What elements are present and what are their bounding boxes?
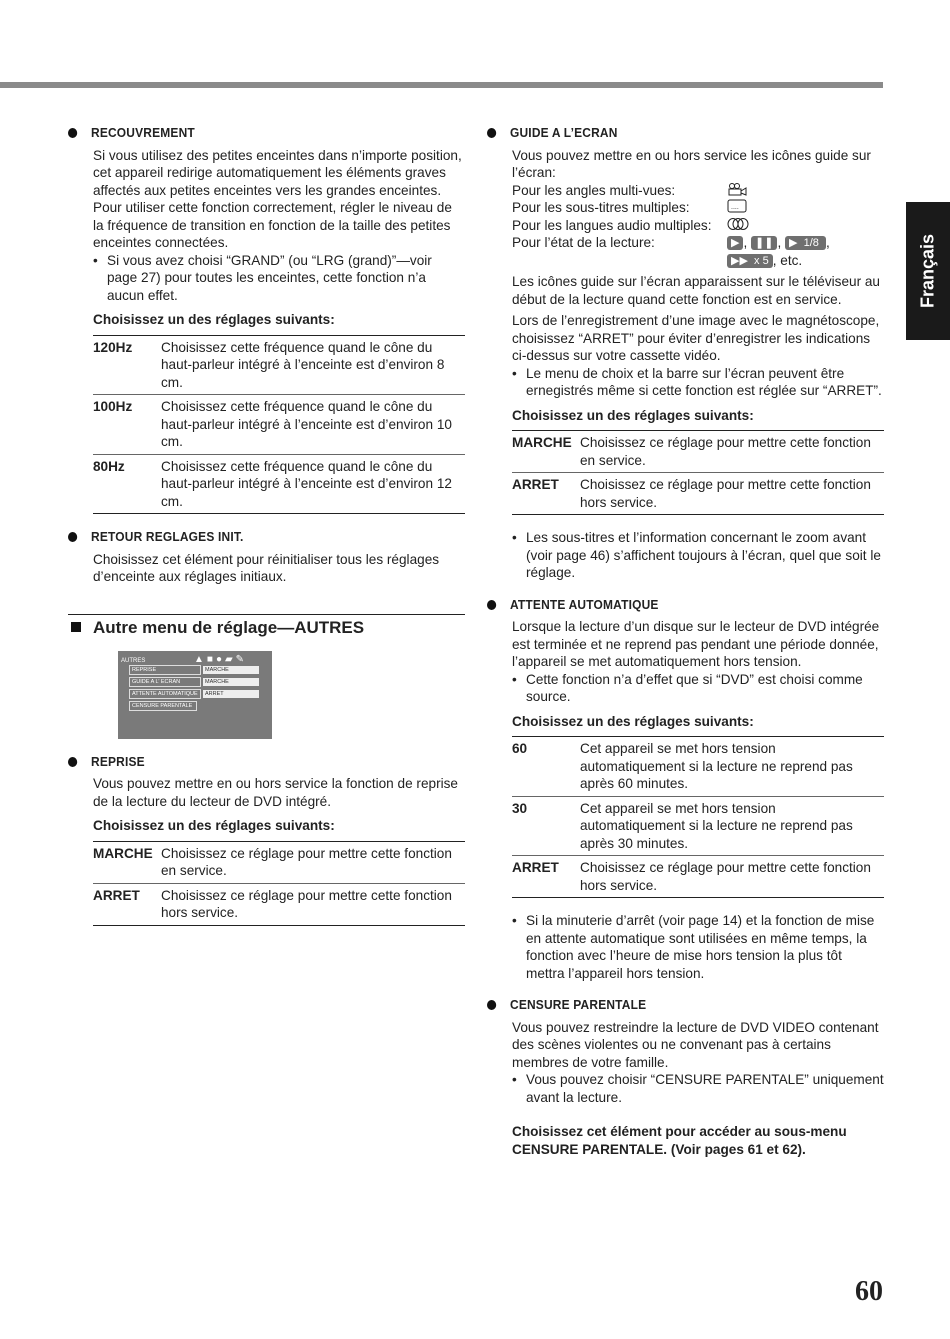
paragraph: Vous pouvez mettre en ou hors service la fonction de reprise de la lecture du lecteur de DVD intégré. <box>93 776 458 809</box>
section-heading-censure: CENSURE PARENTALE <box>487 996 852 1014</box>
paragraph: Choisissez cet élément pour réinitialiser tous les réglages d’enceinte aux réglages initiaux. <box>93 551 440 584</box>
table-row: ARRET Choisissez ce réglage pour mettre cette fonction hors service. <box>512 856 884 898</box>
choose-label: Choisissez un des réglages suivants: <box>512 713 754 729</box>
section-heading-retour: RETOUR REGLAGES INIT. <box>68 528 433 546</box>
choose-label: Choisissez un des réglages suivants: <box>93 312 335 327</box>
guide-row: ▶▶ x 5 , etc. <box>512 252 884 270</box>
page-number: 60 <box>855 1276 883 1307</box>
choose-label: Choisissez un des réglages suivants: <box>512 407 754 423</box>
guide-row: Pour les sous-titres multiples: .... <box>512 199 884 217</box>
menu-title: AUTRES <box>121 657 146 664</box>
audio-language-icon <box>727 217 751 231</box>
camera-angle-icon <box>727 182 749 196</box>
table-row: 120Hz Choisissez cette fréquence quand le cône du haut-parleur intégré à l’enceinte est d’environ 8 cm. <box>93 339 445 390</box>
options-table <box>512 736 884 898</box>
language-tab-label: Français <box>917 233 938 309</box>
final-instruction: Choisissez cet élément pour accéder au sous-menu CENSURE PARENTALE. (Voir pages 61 et 62). <box>512 1124 847 1157</box>
table-row: 100Hz Choisissez cette fréquence quand le cône du haut-parleur intégré à l’enceinte est d’environ 10 cm. <box>93 395 465 455</box>
menu-row: CENSURE PARENTALE <box>129 701 197 709</box>
paragraph: Si vous utilisez des petites enceintes dans n’importe position, cet appareil redirige automatiquement les éléments graves affectés aux petites enceintes vers les grandes enceintes. <box>93 147 462 198</box>
menu-row: ATTENTE AUTOMATIQUE ARRET <box>129 689 259 697</box>
bullet-item: • Si la minuterie d’arrêt (voir page 14) et la fonction de mise en attente automatique sont utilisées en même temps, la fonction avec l’heure de mise hors tension la plus tôt mettra l’appareil hors tension. <box>512 912 884 982</box>
autres-menu-heading: Autre menu de réglage—AUTRES <box>68 614 465 639</box>
bullet-dot-icon <box>487 128 496 138</box>
bullet-dot-icon <box>68 128 77 138</box>
paragraph: Vous pouvez restreindre la lecture de DVD VIDEO contenant des scènes violentes ou ne convenant pas à certains membres de votre famille. <box>512 1019 879 1070</box>
table-row: 60 Cet appareil se met hors tension automatiquement si la lecture ne reprend pas après 60 minutes. <box>512 741 853 791</box>
section-heading-attente: ATTENTE AUTOMATIQUE <box>487 596 852 614</box>
paragraph: Les icônes guide sur l’écran apparaissent sur le téléviseur au début de la lecture quand cette fonction est en service. <box>512 274 880 307</box>
table-row: ARRET Choisissez ce réglage pour mettre cette fonction hors service. <box>93 883 465 925</box>
menu-row: REPRISE MARCHE <box>129 665 259 673</box>
paragraph: Lors de l’enregistrement d’une image avec le magnétoscope, choisissez “ARRET” pour éviter d’enregistrer les indications ci-dessus sur votre cassette vidéo. <box>512 313 880 363</box>
bullet-dot-icon <box>487 600 496 610</box>
menu-screenshot <box>118 651 272 739</box>
bullet-item: • Cette fonction n’a d’effet que si “DVD” est choisi comme source. <box>512 671 884 706</box>
section-heading-guide: GUIDE A L’ECRAN <box>487 124 852 142</box>
slow-motion-icon: ▶ 1/8 <box>785 236 826 250</box>
bullet-item: • Si vous avez choisi “GRAND” (ou “LRG (grand)”—voir page 27) pour toutes les enceintes, cette fonction n’a aucun effet. <box>93 252 465 305</box>
section-heading-reprise: REPRISE <box>68 753 433 771</box>
table-row: ARRET Choisissez ce réglage pour mettre cette fonction hors service. <box>512 473 884 515</box>
guide-row: Pour les langues audio multiples: <box>512 217 884 235</box>
square-bullet-icon <box>71 622 81 632</box>
pause-icon: ❚❚ <box>751 236 777 250</box>
menu-tab-icons: ▲■●▰✎ <box>194 653 248 665</box>
section-heading-recouvrement: RECOUVREMENT <box>68 124 433 142</box>
choose-label: Choisissez un des réglages suivants: <box>93 818 335 833</box>
bullet-dot-icon <box>68 757 77 767</box>
bullet-item: • Vous pouvez choisir “CENSURE PARENTALE” uniquement avant la lecture. <box>512 1071 884 1106</box>
paragraph: Vous pouvez mettre en ou hors service les icônes guide sur l’écran: <box>512 147 871 180</box>
table-row: MARCHE Choisissez ce réglage pour mettre cette fonction en service. <box>512 435 871 468</box>
svg-text:....: .... <box>731 204 739 211</box>
bullet-item: • Le menu de choix et la barre sur l’écran peuvent être ernegistrés même si cette fonction est réglée sur “ARRET”. <box>512 365 884 400</box>
play-icon: ▶ <box>727 236 743 250</box>
bullet-dot-icon <box>68 532 77 542</box>
language-tab <box>906 202 950 340</box>
top-rule <box>0 82 883 88</box>
left-column <box>68 124 465 926</box>
table-row: 30 Cet appareil se met hors tension automatiquement si la lecture ne reprend pas après 30 minutes. <box>512 796 884 856</box>
guide-row: Pour l’état de la lecture: ▶ , ❚❚ , ▶ 1/8 , <box>512 235 830 250</box>
table-row: 80Hz Choisissez cette fréquence quand le cône du haut-parleur intégré à l’enceinte est d’environ 12 cm. <box>93 454 465 514</box>
table-row: MARCHE Choisissez ce réglage pour mettre cette fonction en service. <box>93 845 452 878</box>
bullet-item: • Les sous-titres et l’information concernant le zoom avant (voir page 46) s’affichent toujours à l’écran, quel que soit le réglage. <box>512 529 884 582</box>
paragraph: Pour utiliser cette fonction correctement, régler le niveau de la fréquence de transition en fonction de la taille des petites enceintes connectées. <box>93 200 452 250</box>
fast-forward-icon: ▶▶ x 5 <box>727 254 773 268</box>
options-table <box>512 430 884 515</box>
options-table <box>93 841 465 926</box>
right-column <box>487 124 884 1158</box>
menu-row: GUIDE A L’ ECRAN MARCHE <box>129 677 259 685</box>
subtitle-icon <box>727 199 749 213</box>
guide-row: Pour les angles multi-vues: <box>512 182 884 200</box>
paragraph: Lorsque la lecture d’un disque sur le lecteur de DVD intégrée est terminée et ne reprend pas pendant une période donnée, l’appareil se met automatiquement hors tension. <box>512 619 880 669</box>
bullet-dot-icon <box>487 1000 496 1010</box>
options-table <box>93 335 465 515</box>
